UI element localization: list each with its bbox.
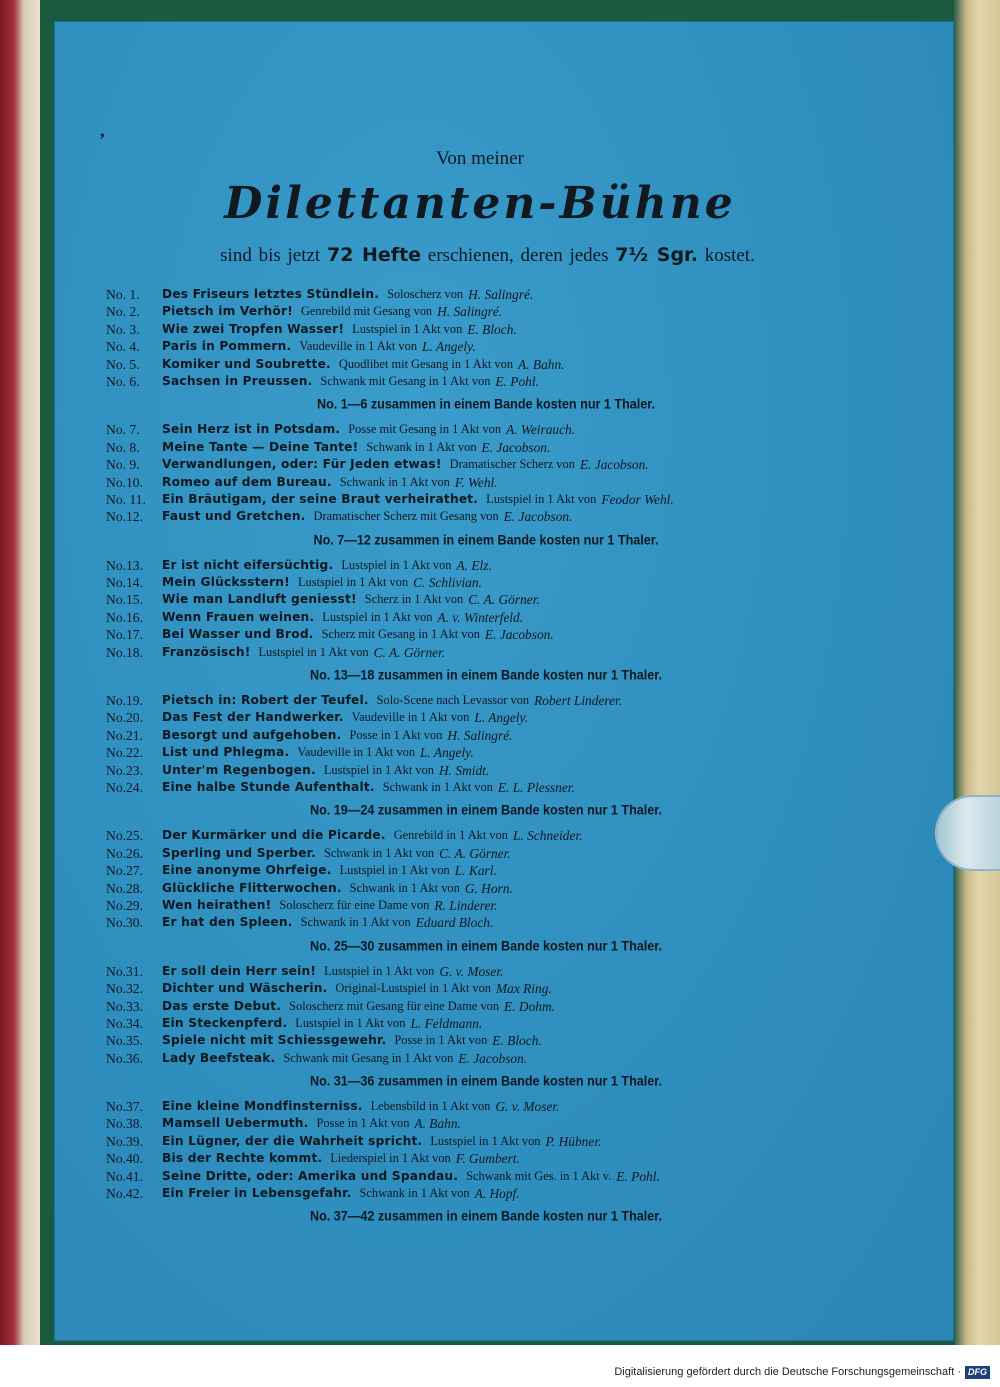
entry-number: No.10. xyxy=(106,474,144,490)
entry-number: No. 9. xyxy=(106,457,140,473)
group-summary: No. 7—12 zusammen in einem Bande kosten nur 1 Thaler. xyxy=(313,531,659,548)
entry-description: Lustspiel in 1 Akt von xyxy=(297,575,409,590)
entry-number: No.26. xyxy=(106,845,144,861)
catalog-entry xyxy=(106,574,866,591)
entry-title: Dichter und Wäscherin. xyxy=(162,981,328,996)
entry-author: H. Salingré. xyxy=(447,727,513,743)
entry-description: Genrebild in 1 Akt von xyxy=(393,828,508,843)
entry-author: Robert Linderer. xyxy=(534,693,623,709)
entry-number: No.24. xyxy=(106,779,144,795)
entry-description: Genrebild mit Gesang von xyxy=(300,304,433,319)
entry-number: No.23. xyxy=(106,762,144,778)
entry-title: Sachsen in Preussen. xyxy=(162,373,313,388)
entry-number: No.17. xyxy=(106,627,144,643)
entry-number: No. 3. xyxy=(106,321,140,337)
entry-author: L. Angely. xyxy=(420,745,474,761)
entry-number: No.38. xyxy=(106,1116,144,1132)
catalog-entry xyxy=(106,709,866,726)
entry-title: Wie man Landluft geniesst! xyxy=(162,592,357,607)
entry-description: Schwank mit Gesang in 1 Akt von xyxy=(283,1050,454,1065)
entry-title: Ein Lügner, der die Wahrheit spricht. xyxy=(162,1133,423,1148)
entry-number: No. 11. xyxy=(106,491,146,507)
entry-number: No. 7. xyxy=(106,422,140,438)
entry-author: A. Elz. xyxy=(456,557,492,573)
entry-title: Bis der Rechte kommt. xyxy=(162,1151,323,1166)
entry-description: Lebensbild in 1 Akt von xyxy=(370,1099,491,1114)
entry-number: No.33. xyxy=(106,998,144,1014)
entry-author: E. Pohl. xyxy=(616,1168,660,1184)
entry-author: E. Jacobson. xyxy=(458,1050,528,1066)
entry-title: Wenn Frauen weinen. xyxy=(162,609,315,624)
entry-description: Posse in 1 Akt von xyxy=(316,1116,410,1131)
entry-author: A. Weirauch. xyxy=(506,422,576,438)
entry-number: No. 1. xyxy=(106,287,140,302)
entry-author: E. Dohm. xyxy=(504,998,556,1014)
catalog-entry xyxy=(106,474,866,491)
entry-description: Lustspiel in 1 Akt von xyxy=(258,644,369,659)
entry-description: Lustspiel in 1 Akt von xyxy=(324,963,435,978)
entry-author: F. Gumbert. xyxy=(455,1151,520,1167)
entry-description: Vaudeville in 1 Akt von xyxy=(351,710,470,725)
ink-mark: , xyxy=(100,120,105,140)
entry-author: E. Jacobson. xyxy=(484,627,554,643)
entry-description: Schwank in 1 Akt von xyxy=(366,439,477,454)
catalog-entry xyxy=(106,692,866,709)
catalog-entry xyxy=(106,1185,866,1202)
subtitle-count: 72 Hefte xyxy=(326,244,422,266)
entry-author: E. Jacobson. xyxy=(481,439,551,455)
entry-title: Faust und Gretchen. xyxy=(162,509,306,524)
entry-description: Schwank in 1 Akt von xyxy=(300,915,411,930)
entry-number: No.16. xyxy=(106,609,144,625)
entry-description: Scherz mit Gesang in 1 Akt von xyxy=(321,627,480,642)
entry-title: Er soll dein Herr sein! xyxy=(162,963,317,978)
catalog-entry xyxy=(106,1050,866,1067)
entry-description: Schwank mit Ges. in 1 Akt v. xyxy=(466,1168,612,1183)
entry-author: E. Bloch. xyxy=(492,1033,542,1049)
entry-author: E. Jacobson. xyxy=(579,457,649,473)
entry-title: Wen heirathen! xyxy=(162,897,272,912)
entry-description: Original-Lustspiel in 1 Akt von xyxy=(335,981,491,996)
entry-description: Soloscherz von xyxy=(387,287,464,301)
entry-title: Des Friseurs letztes Stündlein. xyxy=(162,287,380,301)
entry-title: Paris in Pommern. xyxy=(162,339,292,354)
catalog-entry xyxy=(106,286,866,303)
catalog-entry xyxy=(106,508,866,525)
catalog-entry xyxy=(106,1115,866,1132)
group-summary: No. 19—24 zusammen in einem Bande kosten nur 1 Thaler. xyxy=(309,802,663,819)
entry-author: H. Salingré. xyxy=(437,304,503,320)
entry-author: A. Bahn. xyxy=(414,1116,461,1132)
entry-title: Eine kleine Mondfinsterniss. xyxy=(162,1099,363,1114)
entry-author: Feodor Wehl. xyxy=(601,491,674,507)
catalog-entry xyxy=(106,862,866,879)
catalog-entry xyxy=(106,998,866,1015)
group-summary: No. 31—36 zusammen in einem Bande kosten nur 1 Thaler. xyxy=(309,1073,663,1089)
entry-title: Ein Steckenpferd. xyxy=(162,1015,288,1030)
entry-author: C. A. Görner. xyxy=(468,592,540,608)
catalog-entry xyxy=(106,897,866,914)
entry-description: Schwank in 1 Akt von xyxy=(382,779,493,794)
entry-title: Ein Freier in Lebensgefahr. xyxy=(162,1186,352,1201)
catalog-entry xyxy=(106,338,866,355)
dfg-logo: DFG xyxy=(965,1366,990,1379)
entry-number: No.13. xyxy=(106,557,144,573)
entry-description: Schwank in 1 Akt von xyxy=(359,1186,470,1201)
subtitle-price: 7½ Sgr. xyxy=(615,244,698,266)
catalog-entry xyxy=(106,456,866,473)
entry-title: Unter'm Regenbogen. xyxy=(162,762,316,777)
catalog-list xyxy=(106,286,866,1233)
entry-number: No.31. xyxy=(106,963,144,979)
entry-number: No.14. xyxy=(106,575,144,591)
entry-number: No.15. xyxy=(106,592,144,608)
intro-line: Von meiner xyxy=(436,148,524,169)
entry-author: C. Schlivian. xyxy=(413,575,482,591)
entry-description: Lustspiel in 1 Akt von xyxy=(295,1015,406,1030)
subtitle-line xyxy=(0,244,975,267)
entry-number: No. 8. xyxy=(106,439,140,455)
entry-title: Wie zwei Tropfen Wasser! xyxy=(162,321,345,336)
entry-author: G. v. Moser. xyxy=(439,963,504,979)
entry-author: R. Linderer. xyxy=(434,897,498,913)
catalog-entry xyxy=(106,303,866,320)
entry-number: No.27. xyxy=(106,863,144,879)
entry-description: Schwank in 1 Akt von xyxy=(323,845,435,860)
entry-author: A. Hopf. xyxy=(474,1186,520,1202)
catalog-entry xyxy=(106,373,866,390)
catalog-entry xyxy=(106,557,866,574)
entry-author: L. Angely. xyxy=(474,710,528,726)
entry-description: Posse in 1 Akt von xyxy=(349,727,443,742)
entry-title: Eine anonyme Ohrfeige. xyxy=(162,863,332,878)
entry-number: No.25. xyxy=(106,828,144,844)
entry-title: Besorgt und aufgehoben. xyxy=(162,727,342,742)
entry-title: Mein Glücksstern! xyxy=(162,575,290,590)
entry-title: Das Fest der Handwerker. xyxy=(162,710,344,725)
entry-description: Dramatischer Scherz von xyxy=(449,457,575,472)
entry-author: A. v. Winterfeld. xyxy=(437,609,524,625)
entry-title: Glückliche Flitterwochen. xyxy=(162,880,342,895)
entry-author: P. Hübner. xyxy=(545,1133,602,1149)
entry-number: No.18. xyxy=(106,644,144,660)
catalog-entry xyxy=(106,626,866,643)
entry-description: Vaudeville in 1 Akt von xyxy=(297,745,416,760)
entry-title: Bei Wasser und Brod. xyxy=(162,627,314,642)
entry-number: No. 4. xyxy=(106,339,140,355)
entry-number: No.42. xyxy=(106,1186,144,1202)
entry-description: Lustspiel in 1 Akt von xyxy=(352,321,463,336)
entry-number: No.34. xyxy=(106,1015,144,1031)
entry-description: Solo-Scene nach Levassor von xyxy=(376,693,530,708)
entry-title: Mamsell Uebermuth. xyxy=(162,1116,309,1131)
entry-title: Er ist nicht eifersüchtig. xyxy=(162,557,334,572)
entry-description: Lustspiel in 1 Akt von xyxy=(430,1133,541,1148)
entry-description: Posse mit Gesang in 1 Akt von xyxy=(348,422,502,437)
entry-title: Das erste Debut. xyxy=(162,998,282,1013)
entry-number: No.20. xyxy=(106,710,144,726)
entry-title: Pietsch im Verhör! xyxy=(162,304,293,319)
entry-author: L. Schneider. xyxy=(512,828,583,844)
entry-number: No. 2. xyxy=(106,304,140,320)
catalog-entry xyxy=(106,827,866,844)
catalog-entry xyxy=(106,591,866,608)
catalog-entry xyxy=(106,421,866,438)
entry-number: No.32. xyxy=(106,981,144,997)
entry-title: Meine Tante — Deine Tante! xyxy=(162,439,359,454)
entry-description: Lustspiel in 1 Akt von xyxy=(322,609,433,624)
catalog-entry xyxy=(106,439,866,456)
entry-description: Lustspiel in 1 Akt von xyxy=(486,491,597,506)
entry-number: No.21. xyxy=(106,727,144,743)
entry-title: Komiker und Soubrette. xyxy=(162,356,331,371)
entry-title: Romeo auf dem Bureau. xyxy=(162,474,332,489)
entry-author: E. Pohl. xyxy=(495,373,539,389)
entry-description: Schwank mit Gesang in 1 Akt von xyxy=(320,373,491,388)
catalog-entry xyxy=(106,356,866,373)
entry-description: Vaudeville in 1 Akt von xyxy=(299,339,418,354)
entry-title: Spiele nicht mit Schiessgewehr. xyxy=(162,1033,387,1048)
entry-title: Er hat den Spleen. xyxy=(162,915,293,930)
entry-title: List und Phlegma. xyxy=(162,745,290,760)
entry-number: No. 6. xyxy=(106,373,140,389)
catalog-entry xyxy=(106,1015,866,1032)
entry-number: No.39. xyxy=(106,1133,144,1149)
entry-title: Seine Dritte, oder: Amerika und Spandau. xyxy=(162,1168,459,1183)
entry-number: No.12. xyxy=(106,509,144,525)
group-summary: No. 13—18 zusammen in einem Bande kosten nur 1 Thaler. xyxy=(309,667,663,683)
catalog-entry xyxy=(106,1133,866,1150)
catalog-entry xyxy=(106,762,866,779)
group-summary: No. 1—6 zusammen in einem Bande kosten nur 1 Thaler. xyxy=(316,396,656,413)
entry-author: Eduard Bloch. xyxy=(415,915,494,931)
footer xyxy=(614,1362,990,1382)
entry-number: No.35. xyxy=(106,1033,144,1049)
entry-number: No.28. xyxy=(106,880,144,896)
entry-title: Eine halbe Stunde Aufenthalt. xyxy=(162,779,375,794)
entry-number: No.30. xyxy=(106,915,144,931)
entry-author: L. Angely. xyxy=(422,339,476,355)
entry-author: E. L. Plessner. xyxy=(497,779,575,795)
group-summary: No. 25—30 zusammen in einem Bande kosten nur 1 Thaler. xyxy=(309,937,663,954)
footer-text: Digitalisierung gefördert durch die Deutsche Forschungsgemeinschaft · xyxy=(614,1366,961,1378)
catalog-entry xyxy=(106,880,866,897)
catalog-entry xyxy=(106,1098,866,1115)
entry-title: Pietsch in: Robert der Teufel. xyxy=(162,693,369,708)
entry-title: Der Kurmärker und die Picarde. xyxy=(162,828,386,843)
entry-number: No.40. xyxy=(106,1151,144,1167)
entry-author: L. Karl. xyxy=(454,863,497,879)
entry-number: No.22. xyxy=(106,745,144,761)
subtitle-post: kostet. xyxy=(704,245,755,266)
entry-number: No.37. xyxy=(106,1099,144,1115)
entry-number: No.19. xyxy=(106,693,144,709)
entry-title: Verwandlungen, oder: Für Jeden etwas! xyxy=(162,457,442,472)
entry-title: Ein Bräutigam, der seine Braut verheirathet. xyxy=(162,491,479,506)
catalog-entry xyxy=(106,321,866,338)
entry-author: H. Smidt. xyxy=(439,762,490,778)
entry-title: Lady Beefsteak. xyxy=(162,1050,276,1065)
entry-description: Liederspiel in 1 Akt von xyxy=(330,1151,451,1166)
entry-author: A. Bahn. xyxy=(518,356,565,372)
catalog-entry xyxy=(106,914,866,931)
entry-author: C. A. Görner. xyxy=(373,644,446,660)
group-summary: No. 37—42 zusammen in einem Bande kosten nur 1 Thaler. xyxy=(309,1208,663,1225)
entry-author: E. Jacobson. xyxy=(503,509,573,525)
catalog-entry xyxy=(106,744,866,761)
page-title: Dilettanten-Bühne xyxy=(224,178,736,229)
catalog-entry xyxy=(106,1168,866,1185)
entry-author: H. Salingré. xyxy=(468,287,534,302)
entry-description: Soloscherz mit Gesang für eine Dame von xyxy=(289,998,500,1013)
entry-author: E. Bloch. xyxy=(467,321,517,337)
entry-number: No. 5. xyxy=(106,356,140,372)
entry-title: Französisch! xyxy=(162,644,251,659)
entry-number: No.29. xyxy=(106,897,144,913)
entry-author: L. Feldmann. xyxy=(410,1015,483,1031)
catalog-entry xyxy=(106,779,866,796)
catalog-entry xyxy=(106,1032,866,1049)
catalog-entry xyxy=(106,980,866,997)
entry-description: Quodlibet mit Gesang in 1 Akt von xyxy=(338,356,514,371)
entry-author: G. Horn. xyxy=(464,880,513,896)
catalog-entry xyxy=(106,609,866,626)
entry-description: Lustspiel in 1 Akt von xyxy=(339,863,450,878)
entry-title: Sperling und Sperber. xyxy=(162,845,316,860)
entry-description: Schwank in 1 Akt von xyxy=(349,880,460,895)
entry-description: Schwank in 1 Akt von xyxy=(339,474,450,489)
catalog-entry xyxy=(106,963,866,980)
catalog-entry xyxy=(106,727,866,744)
entry-description: Lustspiel in 1 Akt von xyxy=(341,557,452,572)
entry-description: Scherz in 1 Akt von xyxy=(364,592,464,607)
subtitle-pre: sind bis jetzt xyxy=(220,245,321,266)
catalog-entry xyxy=(106,1150,866,1167)
entry-title: Sein Herz ist in Potsdam. xyxy=(162,422,341,437)
entry-description: Dramatischer Scherz mit Gesang von xyxy=(313,509,499,524)
entry-description: Posse in 1 Akt von xyxy=(394,1033,488,1048)
entry-description: Soloscherz für eine Dame von xyxy=(279,897,430,912)
entry-description: Lustspiel in 1 Akt von xyxy=(323,762,435,777)
catalog-entry xyxy=(106,491,866,508)
entry-number: No.36. xyxy=(106,1050,144,1066)
catalog-entry xyxy=(106,644,866,661)
entry-author: C. A. Görner. xyxy=(439,845,511,861)
entry-author: G. v. Moser. xyxy=(495,1099,560,1115)
catalog-entry xyxy=(106,845,866,862)
entry-author: Max Ring. xyxy=(495,981,552,997)
subtitle-mid: erschienen, deren jedes xyxy=(427,245,609,266)
entry-author: F. Wehl. xyxy=(454,474,498,490)
entry-number: No.41. xyxy=(106,1168,144,1184)
